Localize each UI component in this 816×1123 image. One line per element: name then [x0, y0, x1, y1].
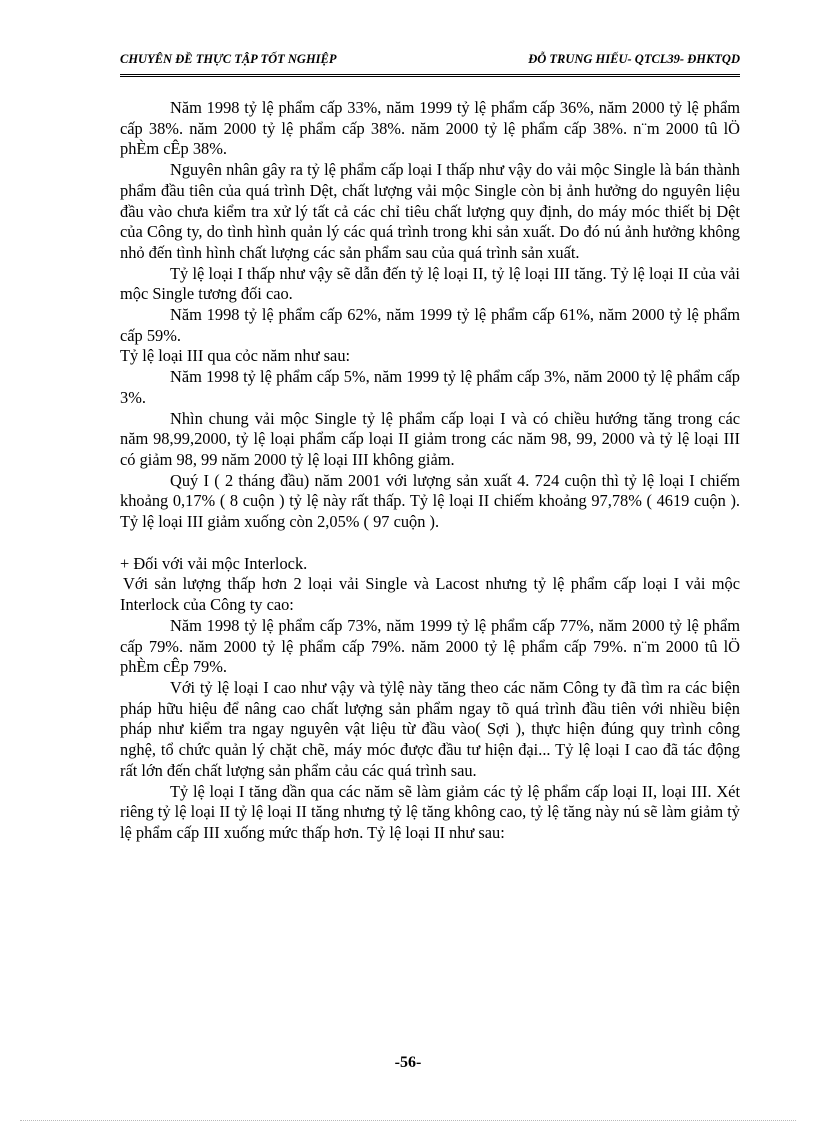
- paragraph: Nguyên nhân gây ra tỷ lệ phẩm cấp loại I thấp như vậy do vải mộc Single là bán thành phẩm đầu tiên của quá trình Dệt, chất lượng vải mộc Single còn bị ảnh hưởng do nguyên liệu đầu vào chưa kiểm tra xử lý tất cả các chỉ tiêu chất lượng quy định, do máy móc thiết bị Dệt của Công ty, do tình hình quản lý các quá trình trong khi sản xuất. Do đó nú ảnh hưởng không nhỏ đến tình hình chất lượng các sản phẩm sau của quá trình sản xuất.: [120, 160, 740, 262]
- header-title: CHUYÊN ĐỀ THỰC TẬP TỐT NGHIỆP: [120, 52, 337, 66]
- paragraph: Năm 1998 tỷ lệ phẩm cấp 33%, năm 1999 tỷ lệ phẩm cấp 36%, năm 2000 tỷ lệ phẩm cấp 38%. năm 2000 tỷ lệ phẩm cấp 38%. năm 2000 tỷ lệ phẩm cấp 38%. n¨m 2000 tû lÖ phÈm cÊp 38%.: [120, 98, 740, 159]
- paragraph: Tỷ lệ loại III qua cỏc năm như sau:: [120, 346, 351, 366]
- paragraph: Tỷ lệ loại I tăng dần qua các năm sẽ làm giảm các tỷ lệ phẩm cấp loại II, loại III. Xét riêng tỷ lệ loại II tỷ lệ loại II tăng nhưng tỷ lệ tăng không cao, tỷ lệ tăng này nú sẽ làm giảm tỷ lệ phẩm cấp III xuống mức thấp hơn. Tỷ lệ loại II như sau:: [120, 781, 740, 842]
- paragraph: Năm 1998 tỷ lệ phẩm cấp 62%, năm 1999 tỷ lệ phẩm cấp 61%, năm 2000 tỷ lệ phẩm cấp 59%.: [120, 305, 740, 345]
- page-header: [120, 52, 740, 70]
- paragraph: Quý I ( 2 tháng đầu) năm 2001 với lượng sản xuất 4. 724 cuộn thì tỷ lệ loại I chiếm khoảng 0,17% ( 8 cuộn ) tỷ lệ này rất thấp. Tỷ lệ loại II chiếm khoảng 97,78% ( 4619 cuộn ). Tỷ lệ loại III giảm xuống còn 2,05% ( 97 cuộn ).: [120, 470, 740, 532]
- page-number: -56-: [394, 1054, 422, 1071]
- header-rule: [120, 74, 740, 77]
- paragraph: Với sản lượng thấp hơn 2 loại vải Single và Lacost nhưng tỷ lệ phẩm cấp loại I vải mộc Interlock của Công ty cao:: [120, 574, 740, 615]
- page-bottom-border: [20, 1120, 796, 1121]
- document-body: [120, 98, 740, 844]
- spacer: [120, 533, 740, 554]
- paragraph: Năm 1998 tỷ lệ phẩm cấp 73%, năm 1999 tỷ lệ phẩm cấp 77%, năm 2000 tỷ lệ phẩm cấp 79%. năm 2000 tỷ lệ phẩm cấp 79%. năm 2000 tỷ lệ phẩm cấp 79%. n¨m 2000 tû lÖ phÈm cÊp 79%.: [120, 615, 740, 677]
- paragraph: Nhìn chung vải mộc Single tỷ lệ phẩm cấp loại I và có chiều hướng tăng trong các năm 98,99,2000, tỷ lệ loại phẩm cấp loại II giảm trong các năm 98, 99, 2000 và tỷ lệ loại III có giảm 98, 99 năm 2000 tỷ lệ loại III không giảm.: [120, 408, 740, 469]
- header-author: ĐỖ TRUNG HIẾU- QTCL39- ĐHKTQD: [528, 52, 740, 66]
- paragraph: Với tỷ lệ loại I cao như vậy và tỷlệ này tăng theo các năm Công ty đã tìm ra các biện pháp hữu hiệu để nâng cao chất lượng sản phẩm ngay tõ quá trình đầu tiên với nhiều biện pháp như kiểm tra ngay nguyên vật liệu từ đầu vào( Sợi ), thực hiện đúng quy trình công nghệ, tổ chức quản lý chặt chẽ, máy móc được đầu tư hiện đại... Tỷ lệ loại I cao đã tác động rất lớn đến chất lượng sản phẩm cảu các quá trình sau.: [120, 677, 740, 780]
- paragraph: Tỷ lệ loại I thấp như vậy sẽ dẫn đến tỷ lệ loại II, tỷ lệ loại III tăng. Tỷ lệ loại II của vải mộc Single tương đối cao.: [120, 263, 740, 304]
- paragraph: Năm 1998 tỷ lệ phẩm cấp 5%, năm 1999 tỷ lệ phẩm cấp 3%, năm 2000 tỷ lệ phẩm cấp 3%.: [120, 367, 740, 407]
- section-heading: + Đối với vải mộc Interlock.: [120, 553, 308, 573]
